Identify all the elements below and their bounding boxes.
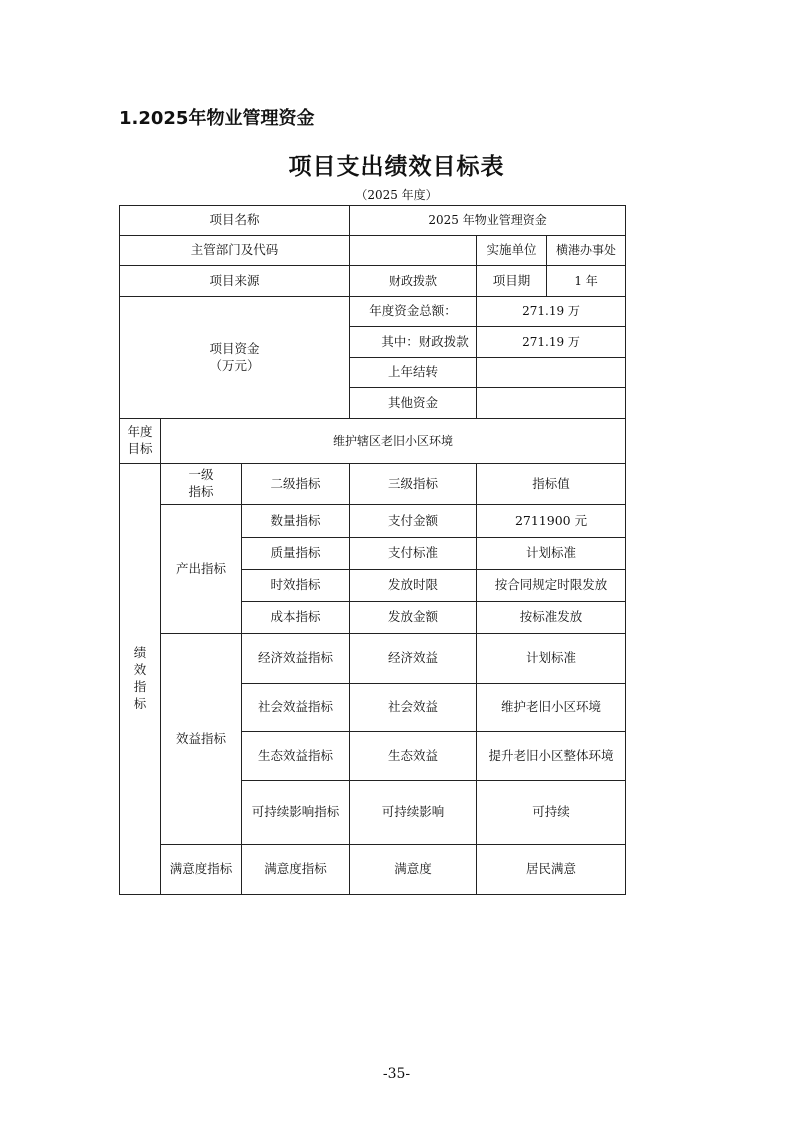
- indicator-value: 按标准发放: [477, 602, 626, 634]
- level2-indicator: 社会效益指标: [242, 684, 350, 732]
- level2-indicator: 满意度指标: [242, 845, 350, 895]
- col-level2-header: 二级指标: [242, 464, 350, 505]
- level3-indicator: 支付标准: [350, 538, 477, 570]
- dept-label: 主管部门及代码: [120, 236, 350, 266]
- perf-char: 效: [133, 662, 147, 678]
- perf-char: 标: [133, 695, 147, 711]
- project-name-label: 项目名称: [120, 206, 350, 236]
- annual-goal-label-line1: 年度: [127, 424, 153, 440]
- annual-goal-label: [120, 419, 161, 464]
- annual-goal-label-line2: 目标: [127, 441, 153, 456]
- dept-value: [350, 236, 477, 266]
- indicator-value: 计划标准: [477, 634, 626, 684]
- impl-unit-label: 实施单位: [477, 236, 547, 266]
- level2-indicator: 数量指标: [242, 505, 350, 538]
- level3-indicator: 社会效益: [350, 684, 477, 732]
- perf-char: 指: [133, 679, 147, 694]
- fiscal-value: 271.19 万: [477, 327, 626, 358]
- funds-unit-text: （万元）: [209, 357, 260, 373]
- level3-indicator: 生态效益: [350, 732, 477, 781]
- col-level3-header: 三级指标: [350, 464, 477, 505]
- annual-total-value: 271.19 万: [477, 297, 626, 327]
- project-name-value: 2025 年物业管理资金: [350, 206, 626, 236]
- indicator-value: 提升老旧小区整体环境: [477, 732, 626, 781]
- level3-indicator: 支付金额: [350, 505, 477, 538]
- section-heading: 1.2025年物业管理资金: [119, 108, 315, 129]
- fiscal-label: 其中：财政拨款: [350, 327, 477, 358]
- period-label: 项目期: [477, 266, 547, 297]
- annual-goal-value: 维护辖区老旧小区环境: [161, 419, 626, 464]
- indicator-value: 计划标准: [477, 538, 626, 570]
- level2-indicator: 经济效益指标: [242, 634, 350, 684]
- annual-total-label: 年度资金总额：: [350, 297, 477, 327]
- source-value: 财政拨款: [350, 266, 477, 297]
- level2-indicator: 质量指标: [242, 538, 350, 570]
- period-value: 1 年: [547, 266, 626, 297]
- source-label: 项目来源: [120, 266, 350, 297]
- indicator-value: 可持续: [477, 781, 626, 845]
- perf-char: 绩: [133, 645, 147, 661]
- other-funds-value: [477, 388, 626, 419]
- level2-indicator: 成本指标: [242, 602, 350, 634]
- group-name-benefit: 效益指标: [161, 634, 242, 845]
- level3-indicator: 发放金额: [350, 602, 477, 634]
- indicator-value: 维护老旧小区环境: [477, 684, 626, 732]
- col-level1-line1: 一级: [188, 467, 214, 483]
- performance-indicator-label: [120, 464, 161, 895]
- indicator-value: 按合同规定时限发放: [477, 570, 626, 602]
- level3-indicator: 满意度: [350, 845, 477, 895]
- col-level1-header: [161, 464, 242, 505]
- page-number: -35-: [382, 1066, 411, 1082]
- level3-indicator: 经济效益: [350, 634, 477, 684]
- level3-indicator: 发放时限: [350, 570, 477, 602]
- year-subtitle: （2025 年度）: [355, 188, 438, 202]
- level2-indicator: 生态效益指标: [242, 732, 350, 781]
- carryover-value: [477, 358, 626, 388]
- col-value-header: 指标值: [477, 464, 626, 505]
- other-funds-label: 其他资金: [350, 388, 477, 419]
- level2-indicator: 可持续影响指标: [242, 781, 350, 845]
- group-name-output: 产出指标: [161, 505, 242, 634]
- level3-indicator: 可持续影响: [350, 781, 477, 845]
- group-name-satisfaction: 满意度指标: [161, 845, 242, 895]
- funds-label: [120, 297, 350, 419]
- funds-label-text: 项目资金: [209, 340, 260, 356]
- indicator-value: 居民满意: [477, 845, 626, 895]
- impl-unit-value: 横港办事处: [547, 236, 626, 266]
- level2-indicator: 时效指标: [242, 570, 350, 602]
- carryover-label: 上年结转: [350, 358, 477, 388]
- performance-target-table: [119, 205, 626, 895]
- indicator-value: 2711900 元: [477, 505, 626, 538]
- page-title: 项目支出绩效目标表: [288, 154, 505, 180]
- col-level1-line2: 指标: [188, 484, 214, 499]
